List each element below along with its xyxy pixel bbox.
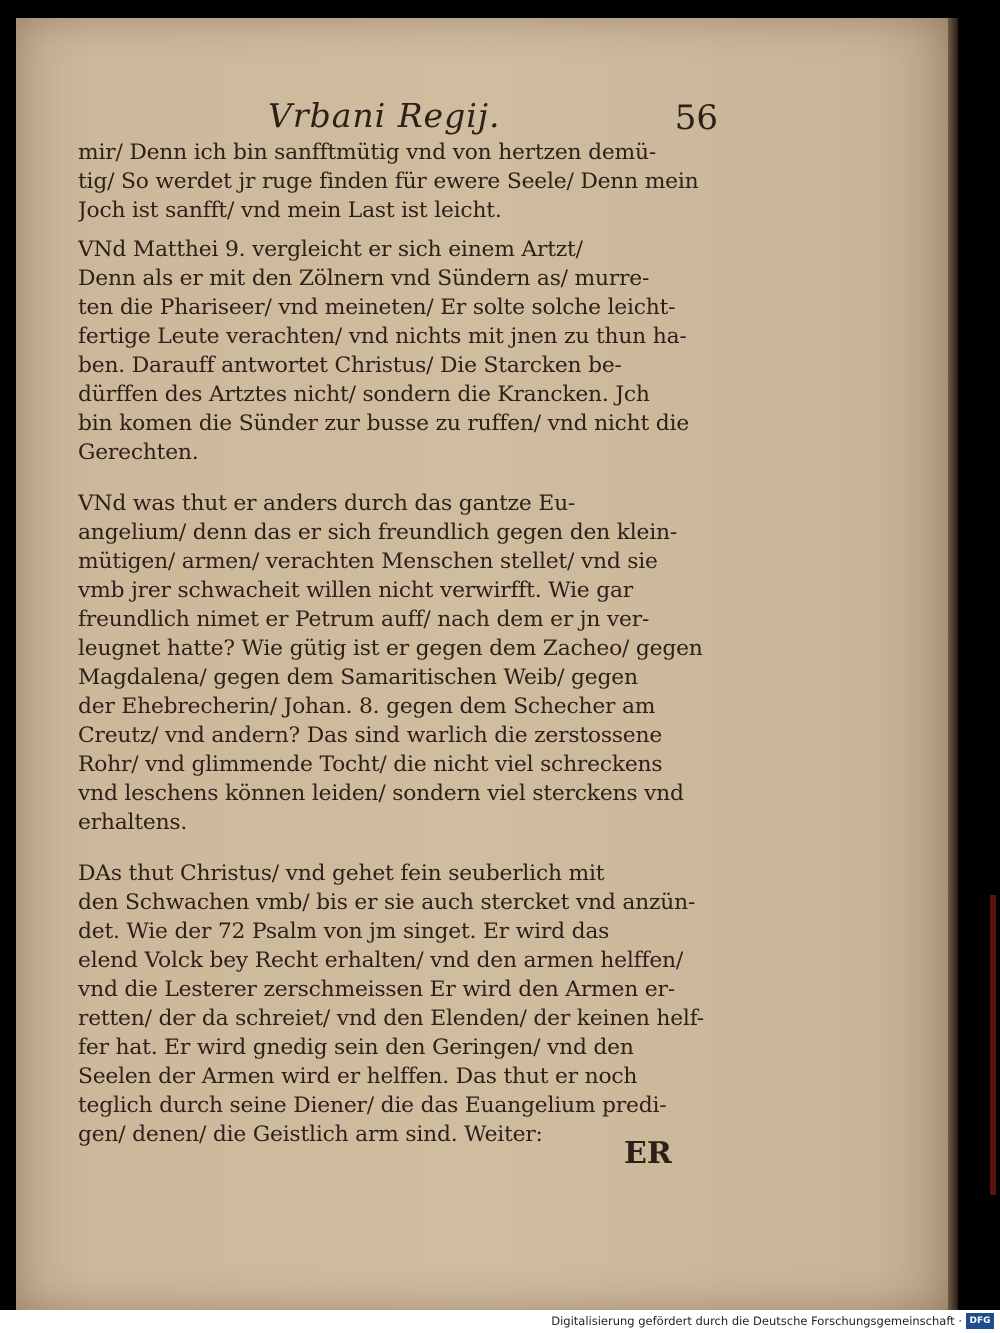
text-line: tig/ So werdet jr ruge finden für ewere Seele/ Denn mein xyxy=(78,169,699,194)
text-line: elend Volck bey Recht erhalten/ vnd den armen helffen/ xyxy=(78,948,684,973)
text-line: ten die Phariseer/ vnd meineten/ Er solte solche leicht- xyxy=(78,295,676,320)
text-line: Joch ist sanfft/ vnd mein Last ist leicht. xyxy=(78,198,502,223)
text-line: Creutz/ vnd andern? Das sind warlich die zerstossene xyxy=(78,723,663,748)
text-line: bin komen die Sünder zur busse zu ruffen/ vnd nicht die xyxy=(78,411,690,436)
dfg-logo-icon: DFG xyxy=(966,1313,994,1329)
page-edge xyxy=(948,18,958,1310)
text-line: fer hat. Er wird gnedig sein den Geringen/ vnd den xyxy=(78,1035,634,1060)
paragraph-3 xyxy=(78,489,718,837)
text-line: freundlich nimet er Petrum auff/ nach dem er jn ver- xyxy=(78,607,650,632)
text-line: Seelen der Armen wird er helffen. Das thut er noch xyxy=(78,1064,638,1089)
text-line: angelium/ denn das er sich freundlich gegen den klein- xyxy=(78,520,677,545)
paragraph-1 xyxy=(78,138,718,225)
text-line: leugnet hatte? Wie gütig ist er gegen dem Zacheo/ gegen xyxy=(78,636,703,661)
book-page xyxy=(16,18,948,1310)
footer-credit: Digitalisierung gefördert durch die Deutsche Forschungsgemeinschaft · xyxy=(551,1314,962,1328)
text-line: retten/ der da schreiet/ vnd den Elenden/ der keinen helf- xyxy=(78,1006,704,1031)
binding-band xyxy=(990,895,996,1195)
paragraph-4 xyxy=(78,859,718,1149)
text-line: Magdalena/ gegen dem Samaritischen Weib/ gegen xyxy=(78,665,638,690)
text-line: erhaltens. xyxy=(78,810,188,835)
text-line: VNd was thut er anders durch das gantze Eu- xyxy=(78,491,576,516)
text-line: gen/ denen/ die Geistlich arm sind. Weiter: xyxy=(78,1122,543,1147)
text-line: vnd leschens können leiden/ sondern viel sterckens vnd xyxy=(78,781,684,806)
text-line: der Ehebrecherin/ Johan. 8. gegen dem Schecher am xyxy=(78,694,656,719)
text-line: Rohr/ vnd glimmende Tocht/ die nicht viel schreckens xyxy=(78,752,663,777)
text-line: den Schwachen vmb/ bis er sie auch stercket vnd anzün- xyxy=(78,890,696,915)
text-line: ben. Darauff antwortet Christus/ Die Starcken be- xyxy=(78,353,622,378)
page-number: 56 xyxy=(674,98,718,138)
text-line: VNd Matthei 9. vergleicht er sich einem Artzt/ xyxy=(78,237,583,262)
text-line: Denn als er mit den Zölnern vnd Sündern as/ murre- xyxy=(78,266,650,291)
text-block xyxy=(78,88,718,1159)
text-line: dürffen des Artztes nicht/ sondern die Krancken. Jch xyxy=(78,382,650,407)
text-line: Gerechten. xyxy=(78,440,199,465)
text-line: det. Wie der 72 Psalm von jm singet. Er wird das xyxy=(78,919,610,944)
text-line: vnd die Lesterer zerschmeissen Er wird den Armen er- xyxy=(78,977,675,1002)
paragraph-2 xyxy=(78,235,718,467)
footer-bar xyxy=(0,1310,1000,1333)
text-line: teglich durch seine Diener/ die das Euangelium predi- xyxy=(78,1093,667,1118)
text-line: fertige Leute verachten/ vnd nichts mit jnen zu thun ha- xyxy=(78,324,687,349)
text-line: DAs thut Christus/ vnd gehet fein seuberlich mit xyxy=(78,861,605,886)
running-head xyxy=(78,88,718,138)
text-line: mütigen/ armen/ verachten Menschen stellet/ vnd sie xyxy=(78,549,658,574)
text-line: vmb jrer schwacheit willen nicht verwirfft. Wie gar xyxy=(78,578,633,603)
running-title: Vrbani Regij. xyxy=(268,96,501,135)
catchword: ER xyxy=(624,1136,672,1171)
text-line: mir/ Denn ich bin sanfftmütig vnd von hertzen demü- xyxy=(78,140,657,165)
